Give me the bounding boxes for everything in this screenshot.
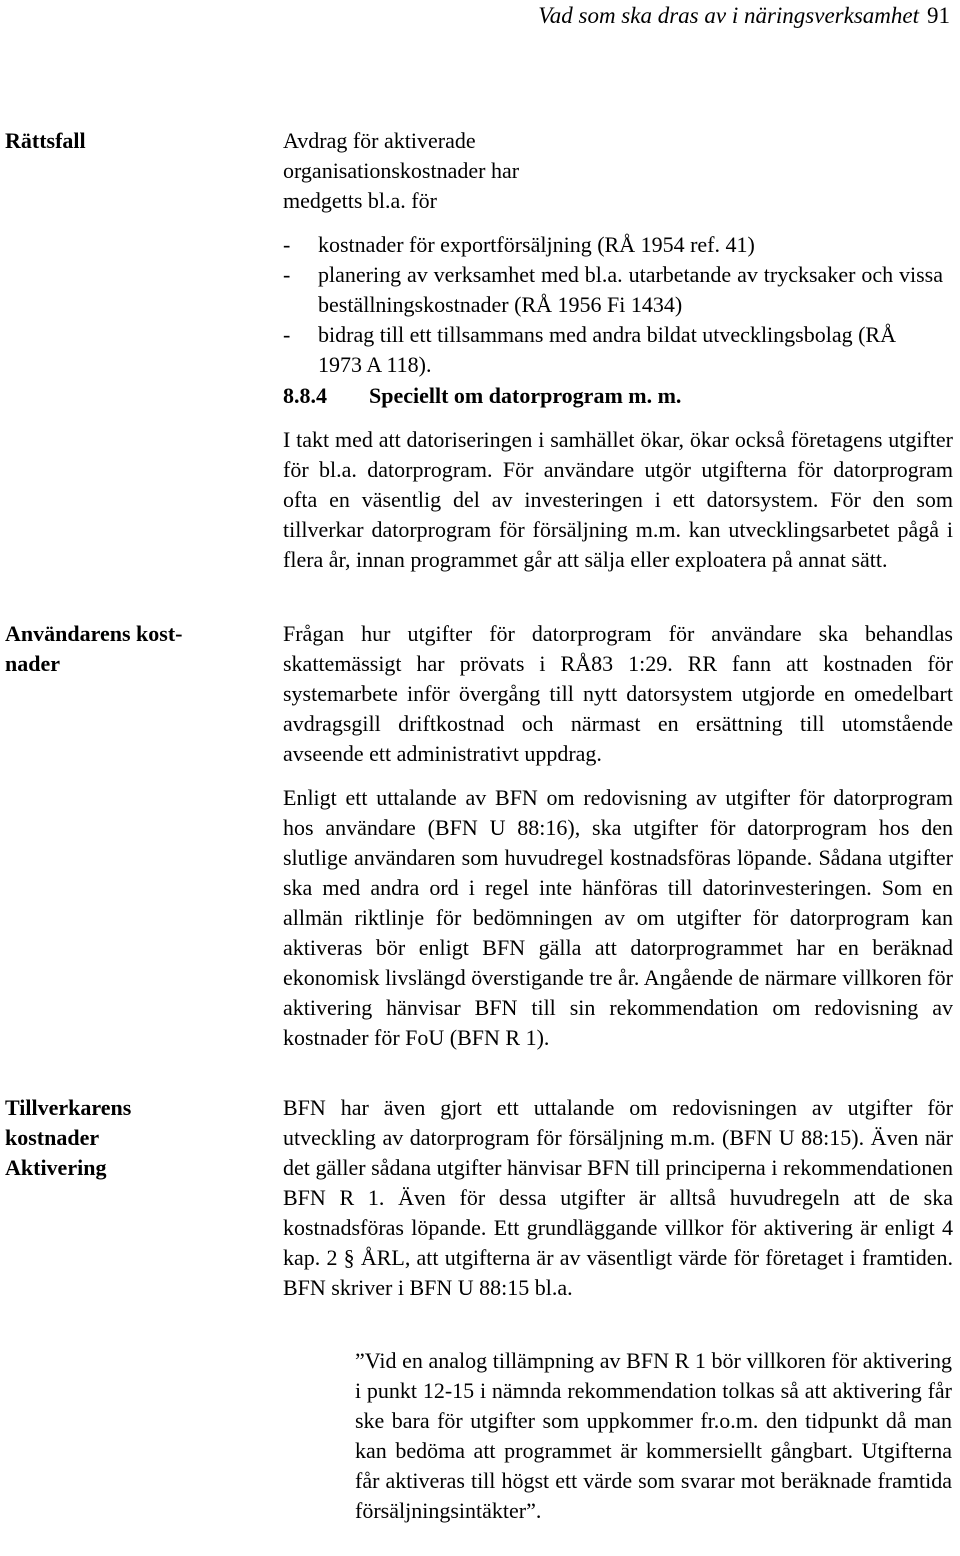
list-item-text: bidrag till ett tillsammans med andra bildat utvecklingsbolag (RÅ 1973 A 118). bbox=[318, 322, 896, 377]
paragraph: Enligt ett uttalande av BFN om redovisning av utgifter för datorprogram hos användare (BFN U 88:16), ska utgifter för datorprogram hos den slutlige användaren som huvudregel kostnadsföras löpande. Sådana utgifter ska med andra ord i regel inte hänföras till datorinvesteringen. Som en allmän riktlinje för bedömningen av om utgifter för datorprogram kan aktiveras bör enligt BFN gälla att datorprogrammet har en beräknad ekonomisk livslängd överstigande tre år. Angående de närmare villkoren för aktivering hänvisar BFN till sin rekommendation om redovisning av kostnader för FoU (BFN R 1). bbox=[283, 785, 953, 1050]
list-dash: - bbox=[283, 232, 291, 257]
list-item-text: kostnader för exportförsäljning (RÅ 1954 ref. 41) bbox=[318, 232, 755, 257]
list-item bbox=[283, 260, 943, 320]
list-item-text: planering av verksamhet med bl.a. utarbetande av trycksaker och vissa beställningskostnader (RÅ 1956 Fi 1434) bbox=[318, 262, 943, 317]
margin-note-line: kostnader bbox=[5, 1125, 100, 1150]
paragraph: Frågan hur utgifter för datorprogram för användare ska behandlas skattemässigt har prövats i RÅ83 1:29. RR fann att kostnaden för systemarbete inför övergång till nytt datorsystem utgjorde en omedelbart avdragsgill driftkostnad och närmast en ersättning till utomstående avseende ett administrativt uppdrag. bbox=[283, 621, 953, 766]
margin-note-anvandarens-kostnader bbox=[5, 619, 265, 679]
rattsfall-intro: Avdrag för aktiverade organisationskostnader har medgetts bl.a. för bbox=[283, 128, 520, 213]
margin-note-line: Tillverkarens bbox=[5, 1095, 132, 1120]
page-number: 91 bbox=[927, 3, 950, 28]
header-title: Vad som ska dras av i näringsverksamhet bbox=[538, 3, 919, 28]
margin-note-line: Användarens kost- bbox=[5, 621, 183, 646]
section-heading bbox=[283, 381, 681, 411]
margin-note-rattsfall: Rättsfall bbox=[5, 128, 86, 153]
paragraph: BFN har även gjort ett uttalande om redovisningen av utgifter för utveckling av datorprogram för försäljning m.m. (BFN U 88:15). Även när det gäller sådana utgifter hänvisar BFN till principerna i rekommendationen BFN R 1. Även för dessa utgifter är alltså huvudregeln att de ska kostnadsföras löpande. Ett grundläggande villkor för aktivering är enligt 4 kap. 2 § ÅRL, att utgifterna är av väsentligt värde för företaget i framtiden. BFN skriver i BFN U 88:15 bl.a. bbox=[283, 1095, 953, 1300]
list-dash: - bbox=[283, 322, 291, 347]
margin-note-line: nader bbox=[5, 651, 60, 676]
list-dash: - bbox=[283, 262, 291, 287]
list-item bbox=[283, 320, 943, 380]
section-title: Speciellt om datorprogram m. m. bbox=[369, 383, 682, 408]
paragraph: I takt med att datoriseringen i samhället ökar, ökar också företagens utgifter för bl.a. datorprogram. För användare utgör utgifterna för datorprogram ofta en väsentlig del av investeringen i ett datorsystem. För den som tillverkar datorprogram för försäljning m.m. kan utvecklingsarbetet pågå i flera år, innan programmet går att sälja eller exploatera på annat sätt. bbox=[283, 427, 953, 572]
list-item bbox=[283, 230, 943, 260]
margin-note-tillverkarens-kostnader bbox=[5, 1093, 265, 1183]
margin-note-aktivering: Aktivering bbox=[5, 1155, 107, 1180]
section-number: 8.8.4 bbox=[283, 383, 327, 408]
block-quote: ”Vid en analog tillämpning av BFN R 1 bör villkoren för aktivering i punkt 12-15 i nämnda rekommendation tolkas så att aktivering får ske bara för utgifter som uppkommer fr.o.m. den tidpunkt då man kan bedöma att programmet är kommersiellt gångbart. Utgifterna får aktiveras till högst ett värde som svarar mot beräknade framtida försäljningsintäkter”. bbox=[355, 1348, 952, 1523]
rattsfall-block bbox=[283, 126, 943, 380]
running-header bbox=[538, 2, 950, 30]
